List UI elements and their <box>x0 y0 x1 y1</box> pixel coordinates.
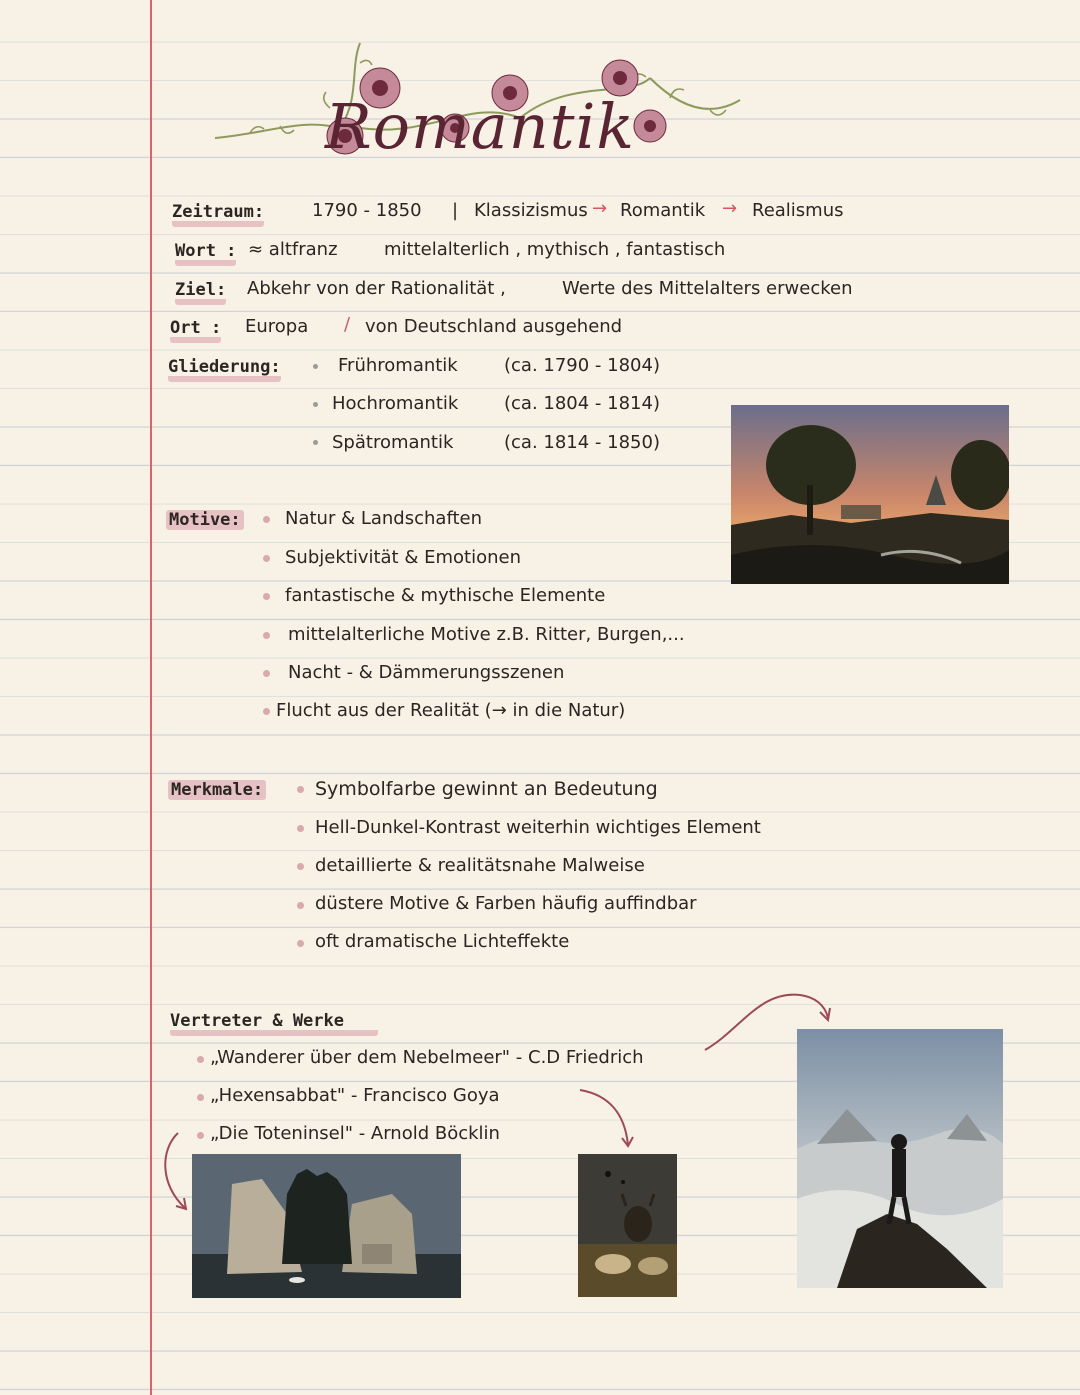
gliederung-item-name: Frühromantik <box>338 355 458 376</box>
hexensabbat-painting-image <box>578 1154 677 1297</box>
vertreter-item: „Hexensabbat" - Francisco Goya <box>210 1085 500 1106</box>
merkmal-item: düstere Motive & Farben häufig auffindbar <box>315 893 697 914</box>
ziel-label: Ziel: <box>175 281 226 305</box>
merkmal-item: detaillierte & realitätsnahe Malweise <box>315 855 645 876</box>
vertreter-label: Vertreter & Werke <box>170 1012 378 1036</box>
vertreter-item: „Wanderer über dem Nebelmeer" - C.D Friedrich <box>210 1047 644 1068</box>
ort-place: Europa <box>245 316 309 337</box>
wort-prefix: ≈ altfranz <box>248 239 338 260</box>
era-romantik: Romantik <box>620 200 706 221</box>
arrow-right-icon: → <box>722 198 738 219</box>
motive-item: Subjektivität & Emotionen <box>285 547 521 568</box>
gliederung-label: Gliederung: <box>168 358 281 382</box>
wort-label: Wort : <box>175 242 236 266</box>
wort-text: mittelalterlich , mythisch , fantastisch <box>384 239 726 260</box>
ziel-part1: Abkehr von der Rationalität , <box>247 278 506 299</box>
motive-item: Natur & Landschaften <box>285 508 483 529</box>
merkmale-label: Merkmale: <box>168 780 266 800</box>
motive-item: fantastische & mythische Elemente <box>285 585 606 606</box>
gliederung-item-name: Hochromantik <box>332 393 459 414</box>
merkmal-item: Hell-Dunkel-Kontrast weiterhin wichtiges Element <box>315 817 761 838</box>
ort-label: Ort : <box>170 319 221 343</box>
page-title: Romantik <box>324 90 635 163</box>
gliederung-item-period: (ca. 1814 - 1850) <box>504 432 660 453</box>
toteninsel-painting-image <box>192 1154 461 1298</box>
gliederung-item-name: Spätromantik <box>332 432 454 453</box>
merkmal-item: oft dramatische Lichteffekte <box>315 931 570 952</box>
motive-item: Nacht - & Dämmerungsszenen <box>288 662 565 683</box>
zeitraum-label: Zeitraum: <box>172 203 264 227</box>
vertreter-item: „Die Toteninsel" - Arnold Böcklin <box>210 1123 500 1144</box>
merkmal-item: Symbolfarbe gewinnt an Bedeutung <box>315 778 658 800</box>
wanderer-painting-image <box>797 1029 1003 1288</box>
zeitraum-years: 1790 - 1850 <box>312 200 422 221</box>
motive-item: Flucht aus der Realität (→ in die Natur) <box>276 700 626 721</box>
ort-text: von Deutschland ausgehend <box>365 316 623 337</box>
era-klassizismus: Klassizismus <box>474 200 588 221</box>
motive-label: Motive: <box>166 510 244 530</box>
ziel-part2: Werte des Mittelalters erwecken <box>562 278 853 299</box>
era-realismus: Realismus <box>752 200 844 221</box>
ort-slash: / <box>344 314 351 335</box>
gliederung-item-period: (ca. 1790 - 1804) <box>504 355 660 376</box>
arrow-right-icon: → <box>592 198 608 219</box>
gliederung-item-period: (ca. 1804 - 1814) <box>504 393 660 414</box>
motive-item: mittelalterliche Motive z.B. Ritter, Burgen,... <box>288 624 685 645</box>
zeitraum-separator: | <box>452 200 459 221</box>
